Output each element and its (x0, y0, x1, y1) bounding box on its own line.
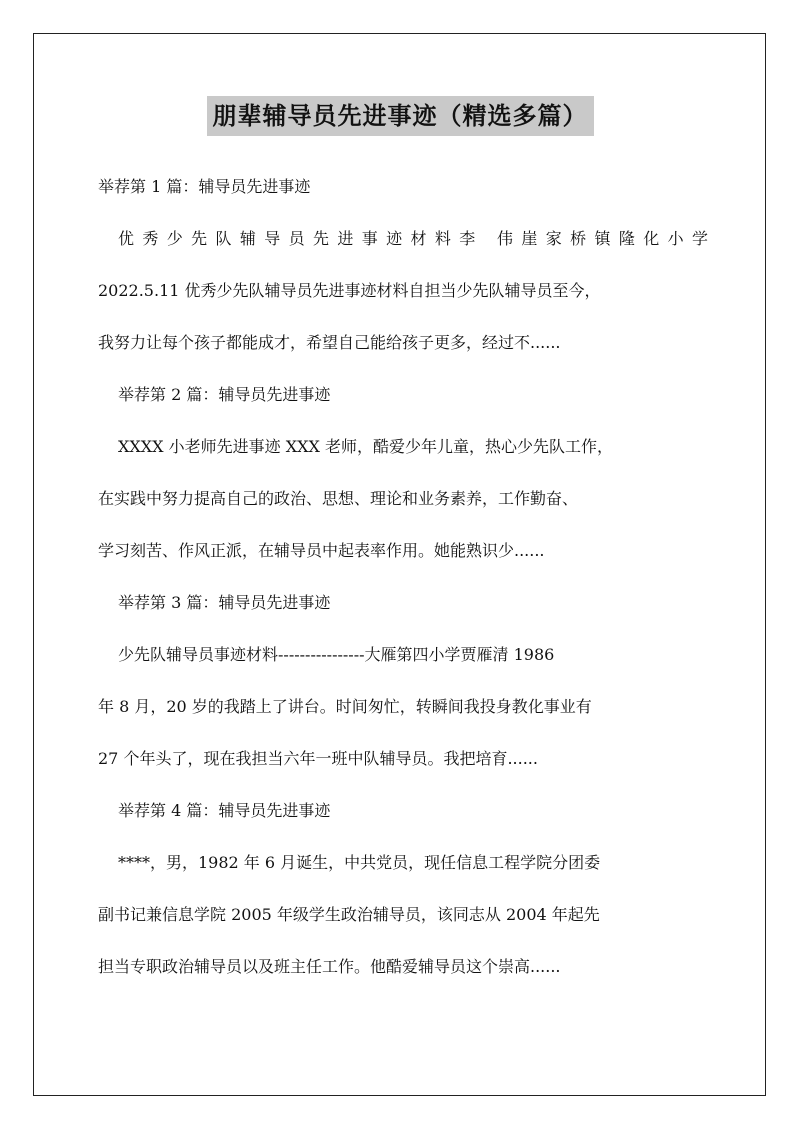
paragraph-4-line-1: ****，男，1982 年 6 月诞生，中共党员，现任信息工程学院分团委 (118, 853, 601, 872)
paragraph-3-line-3: 27 个年头了，现在我担当六年一班中队辅导员。我把培育...... (98, 749, 538, 768)
paragraph-3-line-2: 年 8 月，20 岁的我踏上了讲台。时间匆忙，转瞬间我投身教化事业有 (98, 697, 592, 716)
paragraph-4-line-3: 担当专职政治辅导员以及班主任工作。他酷爱辅导员这个崇高...... (98, 957, 561, 976)
paragraph-2-line-2: 在实践中努力提高自己的政治、思想、理论和业务素养，工作勤奋、 (98, 489, 579, 508)
document-body (98, 170, 708, 1002)
section-heading-1: 举荐第 1 篇：辅导员先进事迹 (98, 177, 311, 196)
paragraph-3-line-1: 少先队辅导员事迹材料----------------大雁第四小学贾雁清 1986 (118, 645, 555, 664)
document-title: 朋辈辅导员先进事迹（精选多篇） (207, 96, 594, 136)
section-heading-2: 举荐第 2 篇：辅导员先进事迹 (118, 385, 331, 404)
paragraph-1-line-1: 优秀少先队辅导员先进事迹材料李 伟崖家桥镇隆化小学 (118, 229, 708, 248)
title-container (0, 96, 800, 136)
paragraph-2-line-3: 学习刻苦、作风正派，在辅导员中起表率作用。她能熟识少...... (98, 541, 545, 560)
paragraph-1-line-3: 我努力让每个孩子都能成才，希望自己能给孩子更多，经过不...... (98, 333, 561, 352)
section-heading-4: 举荐第 4 篇：辅导员先进事迹 (118, 801, 331, 820)
section-heading-3: 举荐第 3 篇：辅导员先进事迹 (118, 593, 331, 612)
paragraph-1-line-2: 2022.5.11 优秀少先队辅导员先进事迹材料自担当少先队辅导员至今， (98, 281, 601, 300)
paragraph-4-line-2: 副书记兼信息学院 2005 年级学生政治辅导员，该同志从 2004 年起先 (98, 905, 600, 924)
paragraph-2-line-1: XXXX 小老师先进事迹 XXX 老师，酷爱少年儿童，热心少先队工作， (118, 437, 613, 456)
